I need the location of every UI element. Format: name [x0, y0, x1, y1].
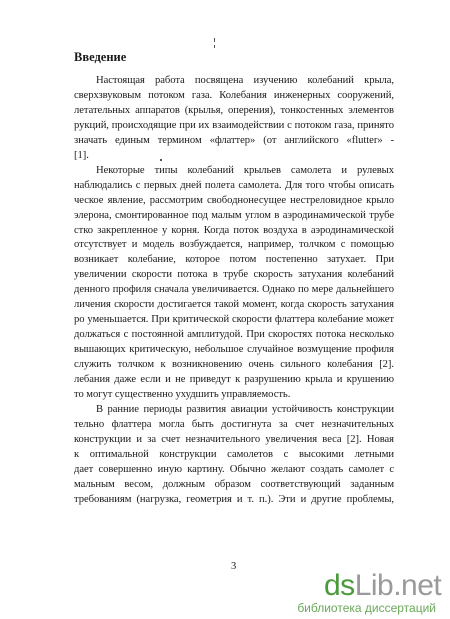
text-line: отсутствует и модель возбуждается, например, толчком с помощью	[74, 239, 394, 251]
text-line: к оптимальной конструкции самолетов с высокими летными	[74, 448, 394, 460]
scan-speck	[214, 38, 215, 42]
text-line: Настоящая работа посвящена изучению колебаний крыла,	[96, 75, 394, 86]
text-line: вышающих критическую, небольшое случайное возмущение профиля	[74, 344, 394, 356]
text-line: лебания даже если и не приведут к разрушению крыла и крушению	[74, 374, 394, 385]
text-line: денного профиля сначала увеличивается. Однако по мере дальнейшего	[74, 284, 394, 296]
text-line: [1].	[74, 149, 89, 161]
text-line: наблюдались с первых дней полета самолета. Для того чтобы описать	[74, 179, 394, 191]
text-line: ро уменьшается. При критической скорости флаттера колебание может	[74, 314, 394, 326]
text-line: ческое явление, рассмотрим свободнонесущее нестреловидное крыло	[74, 194, 394, 206]
page-number: 3	[231, 561, 237, 572]
scan-speck	[160, 159, 162, 161]
text-line: служить толчком к возникновению очень сильного колебания [2].	[74, 359, 394, 371]
text-line: рукций, происходящие при их взаимодействии с потоком газа, принято	[74, 119, 394, 131]
section-heading: Введение	[74, 50, 127, 64]
text-line: конструкции и за счет незначительного увеличения веса [2]. Новая	[74, 433, 394, 445]
text-line: должаться с постоянной амплитудой. При скоростях потока несколько	[74, 329, 394, 341]
watermark	[232, 570, 442, 614]
text-line: требованиям (нагрузка, геометрия и т. п.). Эти и другие проблемы,	[74, 493, 394, 505]
watermark-subtitle: библиотека диссертаций	[297, 601, 436, 615]
text-line: В ранние периоды развития авиации устойчивость конструкции	[96, 403, 394, 415]
scan-speck	[214, 45, 215, 48]
text-line: личения скорости достигается такой момент, когда скорость затухания	[74, 299, 394, 311]
watermark-logo: dsLib.net	[324, 569, 442, 602]
text-line: мальным весом, должным образом соответствующий заданным	[74, 478, 394, 490]
text-line: Некоторые типы колебаний крыльев самолета и рулевых	[96, 164, 394, 176]
text-line: стко закрепленное у корня. Когда поток воздуха в аэродинамической	[74, 224, 394, 236]
text-line: элерона, смонтированное под малым углом в аэродинамической трубе	[74, 209, 394, 221]
text-line: увеличении скорости потока в трубе скорость затухания колебаний	[74, 269, 394, 281]
text-line: дает совершенно иную картину. Обычно желают создать самолет с	[74, 463, 394, 475]
text-line: сверхзвуковым потоком газа. Колебания инженерных сооружений,	[74, 89, 394, 101]
text-line: значать единым термином «флаттер» (от английского «flutter» -	[74, 134, 394, 146]
text-line: летательных аппаратов (крылья, оперения), тонкостенных элементов	[74, 104, 394, 116]
text-line: возникает колебание, которое потом постепенно затухает. При	[74, 254, 394, 266]
text-line: тельно флаттера могла быть достигнута за счет незначительных	[74, 418, 394, 430]
text-line: то могут существенно ухудшить управляемость.	[74, 388, 291, 400]
